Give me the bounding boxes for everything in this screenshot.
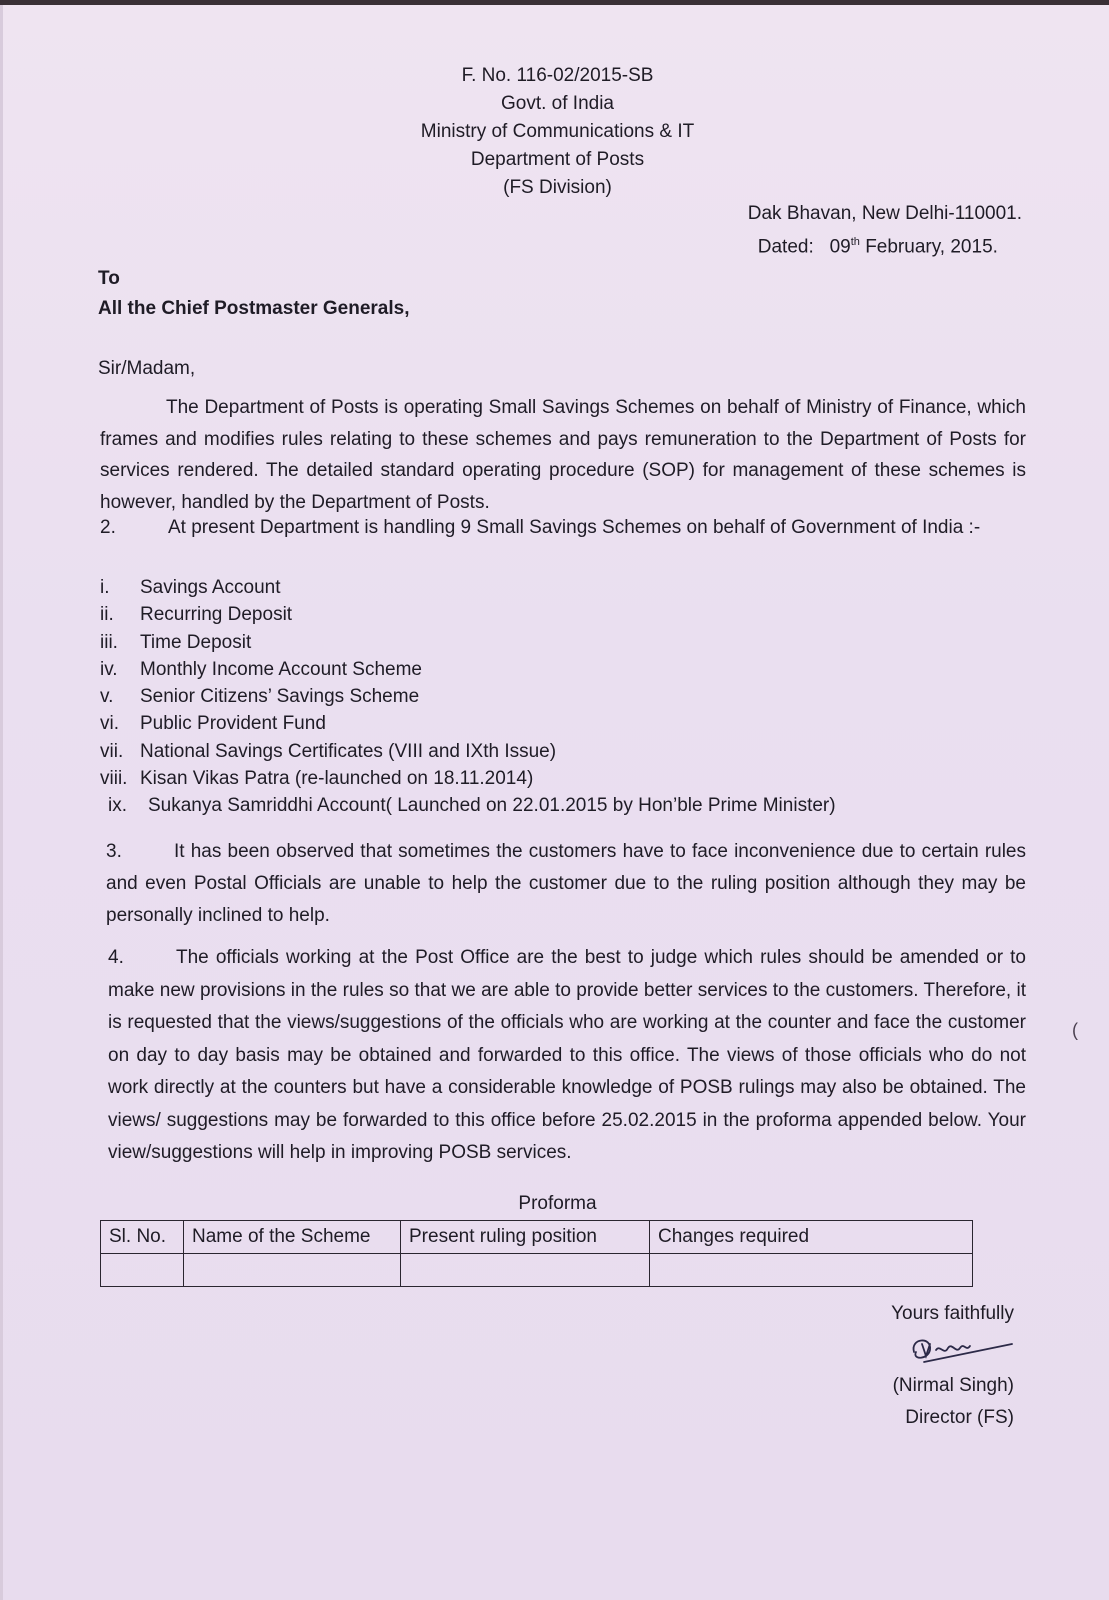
- paragraph-2-text: At present Department is handling 9 Small Savings Schemes on behalf of Government of India :-: [168, 517, 981, 538]
- list-item-number: vii.: [100, 740, 124, 762]
- list-item-number: i.: [100, 577, 110, 598]
- list-item: [108, 792, 836, 819]
- list-item-number: iii.: [100, 631, 118, 653]
- department-line: Department of Posts: [470, 149, 645, 170]
- table-row: [101, 1254, 973, 1287]
- column-header: Present ruling position: [401, 1221, 650, 1254]
- paragraph-2: [100, 512, 1026, 544]
- file-number: F. No. 116-02/2015-SB: [461, 65, 654, 86]
- column-header: Name of the Scheme: [184, 1221, 401, 1254]
- list-item-text: Sukanya Samriddhi Account( Launched on 22.01.2015 by Hon’ble Prime Minister): [148, 795, 836, 817]
- paragraph-2-number: 2.: [100, 517, 116, 538]
- paragraph-4-number: 4.: [108, 947, 124, 968]
- address: Dak Bhavan, New Delhi-110001.: [747, 203, 1022, 224]
- signature-block: [891, 1298, 1014, 1434]
- paragraph-4: [108, 942, 1026, 1170]
- list-item-number: iv.: [100, 658, 118, 680]
- proforma-title: Proforma: [518, 1193, 597, 1214]
- list-item-text: Recurring Deposit: [140, 604, 293, 626]
- list-item-number: viii.: [100, 768, 128, 790]
- proforma-table: [100, 1220, 973, 1287]
- column-header: Sl. No.: [101, 1221, 184, 1254]
- list-item-text: Time Deposit: [140, 631, 252, 653]
- paragraph-1: [100, 392, 1026, 518]
- date-rest: February, 2015.: [865, 236, 998, 258]
- ministry-line: Ministry of Communications & IT: [420, 121, 695, 142]
- signatory-designation: Director (FS): [905, 1407, 1014, 1428]
- list-item: [100, 629, 836, 656]
- paragraph-4-text: The officials working at the Post Office are the best to judge which rules should be amended or to make new provisions in the rules so that we are able to provide better services to the customers. Therefore, it is requested that the views/suggestions of the officials who are working at the counter and face the customer on day to day basis may be obtained and forwarded to this office. The views of those officials who do not work directly at the counters but have a considerable knowledge of POSB rulings may also be obtained. The views/ suggestions may be forwarded to this office before 25.02.2015 in the proforma appended below. Your view/suggestions will help in improving POSB services.: [108, 947, 1026, 1163]
- table-cell: [184, 1254, 401, 1287]
- dated-label: Dated:: [757, 236, 814, 258]
- list-item: [100, 765, 836, 792]
- place-and-date: [748, 200, 1022, 261]
- date-day: 09: [829, 236, 851, 258]
- list-item-text: Public Provident Fund: [140, 713, 326, 735]
- scan-left-edge: [0, 5, 3, 1600]
- list-item-text: Kisan Vikas Patra (re-launched on 18.11.2014): [140, 768, 534, 790]
- list-item: [100, 683, 836, 710]
- list-item: [100, 601, 836, 628]
- table-cell: [401, 1254, 650, 1287]
- list-item-text: National Savings Certificates (VIII and IXth Issue): [140, 740, 557, 762]
- govt-line: Govt. of India: [500, 93, 614, 114]
- paragraph-3-text: It has been observed that sometimes the customers have to face inconvenience due to certain rules and even Postal Officials are unable to help the customer due to the ruling position although they may be personally inclined to help.: [106, 841, 1026, 926]
- letter-header: [0, 62, 1109, 202]
- list-item-number: vi.: [100, 713, 119, 735]
- division-line: (FS Division): [503, 177, 612, 198]
- table-cell: [650, 1254, 973, 1287]
- scheme-list: [100, 574, 836, 820]
- list-item-text: Savings Account: [140, 577, 281, 598]
- salutation: Sir/Madam,: [98, 358, 196, 379]
- paragraph-3-number: 3.: [106, 841, 122, 862]
- closing: Yours faithfully: [891, 1303, 1014, 1324]
- list-item: [100, 738, 836, 765]
- paragraph-3: [106, 836, 1026, 932]
- date-suffix: th: [850, 236, 860, 248]
- list-item-text: Senior Citizens’ Savings Scheme: [140, 686, 420, 708]
- column-header: Changes required: [650, 1221, 973, 1254]
- recipient-block: [98, 264, 410, 324]
- table-cell: [101, 1254, 184, 1287]
- list-item-number: v.: [100, 686, 114, 708]
- date-line: [758, 228, 1022, 261]
- handwritten-signature: [904, 1330, 1014, 1370]
- signatory-name: (Nirmal Singh): [892, 1375, 1014, 1396]
- paragraph-1-text: The Department of Posts is operating Small Savings Schemes on behalf of Ministry of Finance, which frames and modifies rules relating to these schemes and pays remuneration to the Department of Posts for services rendered. The detailed standard operating procedure (SOP) for management of these schemes is however, handled by the Department of Posts.: [100, 397, 1026, 513]
- list-item: [100, 710, 836, 737]
- scan-top-edge: [0, 0, 1109, 5]
- to-label: To: [98, 268, 120, 289]
- list-item-number: ix.: [108, 795, 127, 817]
- list-item: [100, 656, 836, 683]
- table-header-row: [101, 1221, 973, 1254]
- list-item-number: ii.: [100, 604, 114, 626]
- margin-mark: (: [1072, 1020, 1078, 1040]
- list-item: [100, 574, 836, 601]
- addressee: All the Chief Postmaster Generals,: [98, 298, 410, 319]
- list-item-text: Monthly Income Account Scheme: [140, 658, 422, 680]
